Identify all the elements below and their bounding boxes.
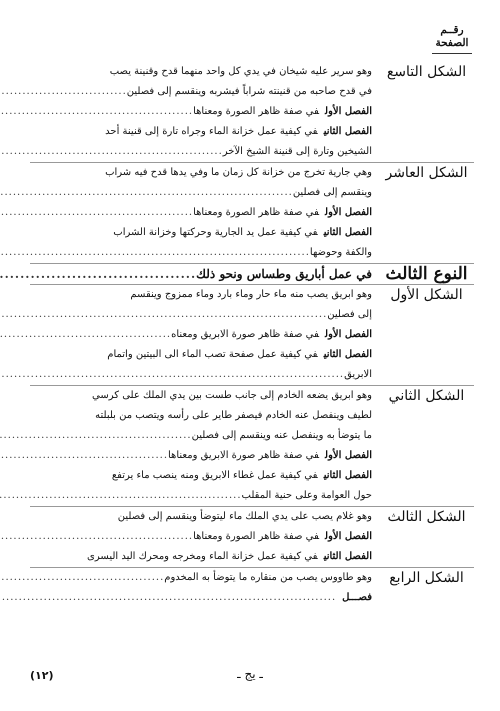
toc-section	[30, 568, 474, 608]
toc-entry	[30, 183, 372, 203]
entry-text: في كيفية عمل خزانة الماء ومخرجه ومحرك اليد اليسرى	[87, 551, 318, 562]
entry-text-wrap	[336, 588, 372, 608]
dot-leader	[0, 203, 193, 223]
entry-text: وهو سرير عليه شيخان في يدي كل واحد منهما قدح وقنينة يصب	[109, 66, 372, 77]
header-rule	[432, 53, 472, 54]
entry-text: في قدح صاحبه من قنينته شراباً فيشربه وينقسم إلى فصلين	[126, 86, 372, 97]
dot-leader	[0, 264, 196, 284]
dot-leader	[0, 446, 168, 466]
entry-text-wrap	[105, 163, 372, 183]
toc-entry	[30, 365, 372, 385]
toc-section	[30, 62, 474, 163]
entry-text: في صفة ظاهر صورة الابريق ومعناها	[168, 450, 320, 461]
entry-text-wrap	[192, 426, 372, 446]
section-entries	[30, 386, 372, 506]
entry-text-wrap	[310, 243, 372, 263]
toc-section	[30, 163, 474, 264]
dot-leader	[0, 426, 192, 446]
toc-entry	[30, 486, 372, 506]
entry-chapter: الفصل الثاني	[323, 349, 372, 360]
dot-leader	[0, 365, 344, 385]
toc-entry	[30, 243, 372, 263]
toc-entry	[30, 325, 372, 345]
toc-entry	[30, 527, 372, 547]
entry-text-wrap	[193, 102, 372, 122]
toc-section	[30, 264, 474, 285]
dot-leader	[0, 183, 293, 203]
entry-text-wrap	[242, 486, 372, 506]
toc-entry	[30, 345, 372, 365]
toc-entry	[30, 203, 372, 223]
entry-text-wrap	[223, 142, 372, 162]
entry-chapter: الفصل الثاني	[323, 470, 372, 481]
entry-text-wrap	[193, 203, 372, 223]
section-label: الشكل العاشر	[385, 165, 468, 181]
toc-entry	[30, 223, 372, 243]
dot-leader	[0, 82, 127, 102]
entry-chapter: فصـــل	[342, 592, 372, 603]
entry-text: لطيف وينفصل عنه الخادم فيصفر طاير على رأسه ويتصب من بلبلته	[95, 410, 372, 421]
toc-entry	[30, 163, 372, 183]
entry-text-wrap	[164, 568, 372, 588]
page-number-header	[432, 24, 472, 54]
entry-text: في كيفية عمل صفحة تصب الماء الى البيتين واتمام	[107, 349, 318, 360]
section-entries	[30, 568, 372, 608]
entry-text: وهو غلام يصب على يدي الملك ماء ليتوضأ وينقسم إلى فصلين	[117, 511, 372, 522]
toc-entry	[30, 102, 372, 122]
entry-chapter: الفصل الأول	[325, 531, 372, 542]
entry-text-wrap	[113, 223, 372, 243]
entry-text-wrap	[92, 386, 372, 406]
entry-text: وهي جارية تخرج من خزانة كل زمان ما وفي يدها قدح فيه شراب	[105, 167, 372, 178]
entry-text: في كيفية عمل يد الجارية وحركتها وخزانة الشراب	[113, 227, 318, 238]
dot-leader	[0, 486, 242, 506]
dot-leader	[0, 243, 310, 263]
dot-leader	[0, 142, 223, 162]
entry-chapter: الفصل الثاني	[323, 126, 372, 137]
section-entries	[30, 62, 372, 162]
dot-leader	[0, 102, 193, 122]
toc-entry	[30, 305, 372, 325]
entry-text: في صفة ظاهر الصورة ومعناها	[193, 531, 320, 542]
entry-text-wrap	[344, 365, 372, 385]
entry-text: الشيخين وتارة إلى قنينة الشيخ الآخر	[222, 146, 372, 157]
entry-text-wrap	[293, 183, 372, 203]
toc-entry	[30, 82, 372, 102]
entry-text-wrap	[112, 466, 372, 486]
entry-text: وهو ابريق يضعه الخادم إلى جانب طست بين يدي الملك على كرسي	[92, 390, 372, 401]
toc-entry	[30, 122, 372, 142]
section-label: الشكل الثالث	[387, 509, 466, 525]
toc-section	[30, 386, 474, 507]
entry-text: ما يتوضأ به وينفصل عنه وينقسم إلى فصلين	[191, 430, 372, 441]
entry-text: الابريق	[344, 369, 372, 380]
entry-text-wrap	[196, 264, 372, 284]
entry-text-wrap	[168, 446, 372, 466]
entry-text-wrap	[87, 547, 372, 567]
entry-text-wrap	[107, 345, 372, 365]
header-line1: رقــم	[440, 24, 464, 36]
toc-entry	[30, 507, 372, 527]
footer-number: (١٢)	[30, 669, 54, 682]
entry-text: وهو طاووس يصب من منقاره ما يتوضأ به المخدوم	[164, 572, 372, 583]
section-label: الشكل الثاني	[388, 388, 465, 404]
entry-chapter: الفصل الثاني	[323, 227, 372, 238]
dot-leader	[0, 588, 336, 608]
toc-entry	[30, 386, 372, 406]
entry-text: حول العوامة وعلى حنية المقلب	[241, 490, 372, 501]
dot-leader	[0, 325, 171, 345]
toc-entry	[30, 426, 372, 446]
entry-chapter: الفصل الثاني	[323, 551, 372, 562]
entry-text-wrap	[193, 527, 372, 547]
section-label: الشكل الرابع	[389, 570, 464, 586]
toc-entry	[30, 264, 372, 284]
entry-text: في عمل أباريق وطساس ونحو ذلك	[196, 267, 372, 281]
section-label: النوع الثالث	[385, 264, 468, 284]
section-label: الشكل الأول	[390, 287, 463, 303]
entry-text: وينقسم إلى فصلين	[292, 187, 372, 198]
entry-text: في كيفية عمل خزانة الماء وجراه تارة إلى قنينة أحد	[105, 126, 318, 137]
entry-text: وهو ابريق يصب منه ماء حار وماء بارد وماء ممزوج وينقسم	[130, 289, 372, 300]
entry-text: إلى فصلين	[327, 309, 372, 320]
entry-text-wrap	[127, 82, 372, 102]
toc-section	[30, 507, 474, 568]
entry-text-wrap	[171, 325, 372, 345]
toc-entry	[30, 547, 372, 567]
entry-chapter: الفصل الأول	[325, 106, 372, 117]
entry-text-wrap	[105, 122, 372, 142]
toc-entry	[30, 285, 372, 305]
entry-text-wrap	[110, 62, 372, 82]
toc-entry	[30, 406, 372, 426]
entry-text-wrap	[327, 305, 372, 325]
toc-entry	[30, 466, 372, 486]
section-entries	[30, 285, 372, 385]
dot-leader	[0, 568, 164, 588]
toc-entry	[30, 588, 372, 608]
entry-text-wrap	[130, 285, 372, 305]
entry-text: والكفة وحوضها	[309, 247, 372, 258]
table-of-contents	[30, 62, 474, 608]
dot-leader	[0, 305, 327, 325]
toc-entry	[30, 62, 372, 82]
section-entries	[30, 264, 372, 284]
toc-entry	[30, 446, 372, 466]
section-entries	[30, 163, 372, 263]
header-line2: الصفحة	[435, 37, 469, 49]
entry-chapter: الفصل الأول	[325, 450, 372, 461]
toc-entry	[30, 142, 372, 162]
entry-text: في كيفية عمل غطاء الابريق ومنه ينصب ماء يرتفع	[111, 470, 318, 481]
entry-text: في صفة ظاهر صورة الابريق ومعناه	[171, 329, 320, 340]
entry-text-wrap	[118, 507, 372, 527]
dot-leader	[0, 527, 193, 547]
toc-section	[30, 285, 474, 386]
entry-text: في صفة ظاهر الصورة ومعناها	[193, 207, 320, 218]
footer-page-label: ـ يج ـ	[237, 667, 263, 681]
entry-text: في صفة ظاهر الصورة ومعناها	[193, 106, 320, 117]
entry-chapter: الفصل الأول	[325, 329, 372, 340]
section-entries	[30, 507, 372, 567]
entry-text-wrap	[95, 406, 372, 426]
toc-entry	[30, 568, 372, 588]
section-label: الشكل التاسع	[386, 64, 467, 80]
entry-chapter: الفصل الأول	[325, 207, 372, 218]
